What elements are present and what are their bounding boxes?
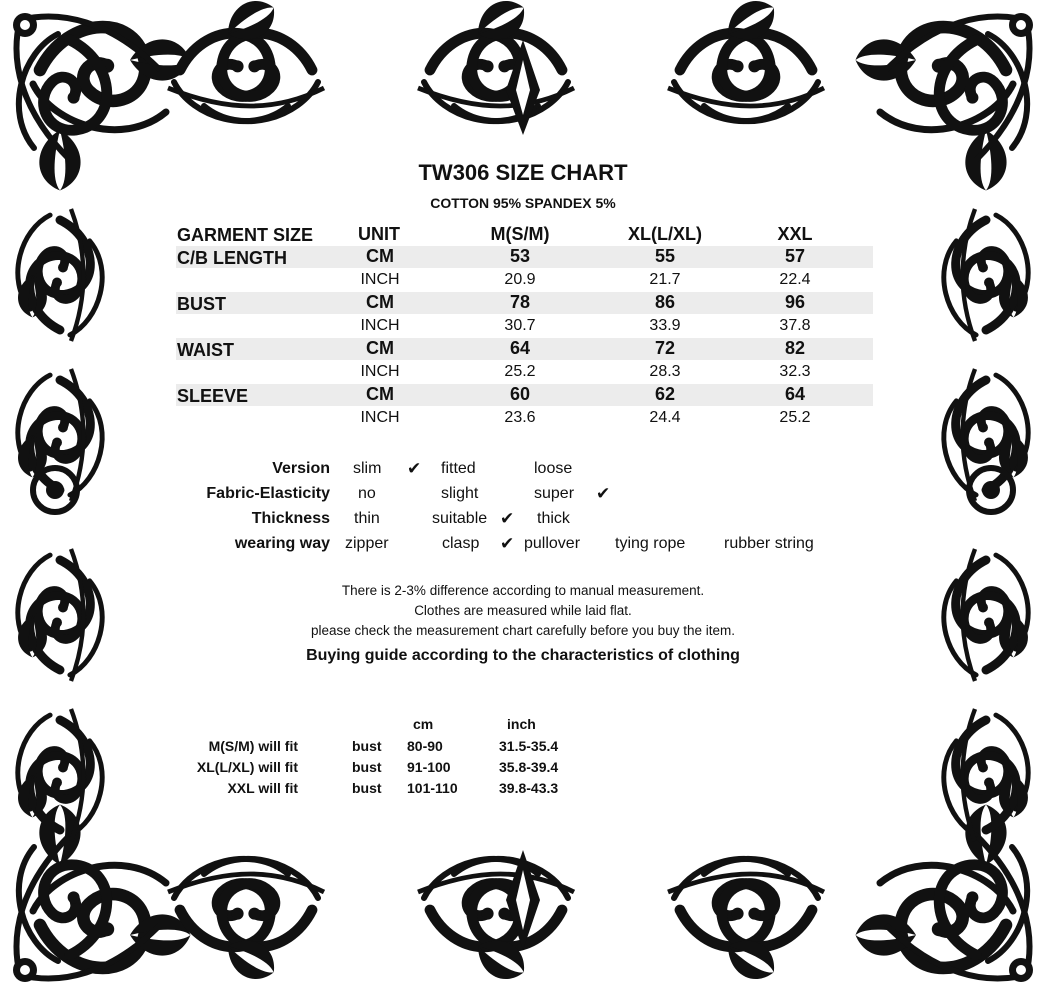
check-mark-icon: ✔ (407, 459, 422, 478)
guide-inch-xl: 35.8-39.4 (499, 759, 559, 775)
attr-option: pullover (524, 535, 581, 552)
guide-label-m: M(S/M) will fit (208, 738, 298, 754)
guide-label-xxl: XXL will fit (227, 780, 298, 796)
guide-part: bust (352, 759, 382, 775)
cell-unit-inch: INCH (360, 363, 400, 380)
row-label-waist: WAIST (177, 340, 234, 360)
row-label-bust: BUST (177, 294, 226, 314)
cell-clength-m-cm: 53 (509, 246, 531, 266)
attr-label-wearing-way: wearing way (234, 535, 330, 552)
buying-guide-title: Buying guide according to the characteristics of clothing (306, 647, 740, 664)
guide-inch-xxl: 39.8-43.3 (499, 780, 559, 796)
attr-label-version: Version (272, 460, 330, 477)
attr-option: tying rope (615, 535, 686, 552)
cell-sleeve-xxl-inch: 25.2 (779, 409, 811, 426)
cell-waist-xxl-cm: 82 (784, 338, 806, 358)
header-size-xxl: XXL (777, 224, 813, 244)
header-garment-size: GARMENT SIZE (177, 225, 314, 245)
attr-option: zipper (345, 535, 389, 552)
guide-cm-xxl: 101-110 (407, 780, 458, 796)
cell-waist-m-inch: 25.2 (504, 363, 536, 380)
cell-unit-cm: CM (366, 338, 394, 358)
row-label-sleeve: SLEEVE (177, 386, 249, 406)
attr-option: thin (354, 510, 380, 527)
guide-cm-xl: 91-100 (407, 759, 451, 775)
cell-unit-inch: INCH (360, 409, 400, 426)
attr-option: no (358, 485, 376, 502)
check-mark-icon: ✔ (500, 509, 515, 528)
attr-option: clasp (442, 535, 480, 552)
cell-bust-xxl-cm: 96 (784, 292, 806, 312)
guide-part: bust (352, 738, 382, 754)
cell-unit-inch: INCH (360, 317, 400, 334)
header-unit: UNIT (358, 224, 400, 244)
material-composition: COTTON 95% SPANDEX 5% (430, 195, 616, 211)
row-label-clength: C/B LENGTH (177, 248, 287, 268)
chart-title: TW306 SIZE CHART (418, 160, 628, 185)
header-size-xl: XL(L/XL) (628, 224, 702, 244)
guide-label-xl: XL(L/XL) will fit (196, 759, 298, 775)
cell-sleeve-xl-cm: 62 (654, 384, 676, 404)
cell-unit-inch: INCH (360, 271, 400, 288)
cell-sleeve-xl-inch: 24.4 (649, 409, 681, 426)
cell-clength-xxl-inch: 22.4 (779, 271, 811, 288)
guide-inch-m: 31.5-35.4 (499, 738, 559, 754)
cell-clength-m-inch: 20.9 (504, 271, 536, 288)
note-laid-flat: Clothes are measured while laid flat. (414, 603, 632, 618)
cell-bust-xl-inch: 33.9 (649, 317, 681, 334)
cell-waist-xl-cm: 72 (654, 338, 676, 358)
guide-col-inch: inch (507, 716, 536, 732)
attr-option: suitable (432, 510, 488, 527)
attr-option: rubber string (724, 535, 814, 552)
attr-option: slight (441, 485, 479, 502)
header-size-m: M(S/M) (490, 224, 550, 244)
cell-waist-xl-inch: 28.3 (649, 363, 681, 380)
attr-option: slim (353, 460, 382, 477)
cell-sleeve-xxl-cm: 64 (784, 384, 806, 404)
attr-label-fabric-elasticity: Fabric-Elasticity (206, 485, 330, 502)
attr-label-thickness: Thickness (251, 510, 330, 527)
cell-sleeve-m-inch: 23.6 (504, 409, 536, 426)
note-check-chart: please check the measurement chart carefully before you buy the item. (311, 623, 735, 638)
note-measurement-difference: There is 2-3% difference according to manual measurement. (341, 583, 705, 598)
attr-option: loose (534, 460, 573, 477)
cell-unit-cm: CM (366, 246, 394, 266)
cell-sleeve-m-cm: 60 (509, 384, 531, 404)
attr-option: thick (537, 510, 570, 527)
guide-cm-m: 80-90 (407, 738, 443, 754)
cell-clength-xl-cm: 55 (654, 246, 676, 266)
cell-bust-xxl-inch: 37.8 (779, 317, 811, 334)
cell-bust-m-inch: 30.7 (504, 317, 536, 334)
cell-bust-m-cm: 78 (509, 292, 531, 312)
attr-option: super (534, 485, 575, 502)
cell-clength-xxl-cm: 57 (784, 246, 806, 266)
check-mark-icon: ✔ (596, 484, 611, 503)
cell-waist-xxl-inch: 32.3 (779, 363, 811, 380)
check-mark-icon: ✔ (500, 534, 515, 553)
cell-waist-m-cm: 64 (509, 338, 531, 358)
guide-col-cm: cm (413, 716, 434, 732)
cell-unit-cm: CM (366, 384, 394, 404)
guide-part: bust (352, 780, 382, 796)
cell-unit-cm: CM (366, 292, 394, 312)
cell-clength-xl-inch: 21.7 (649, 271, 681, 288)
attr-option: fitted (441, 460, 476, 477)
cell-bust-xl-cm: 86 (654, 292, 676, 312)
